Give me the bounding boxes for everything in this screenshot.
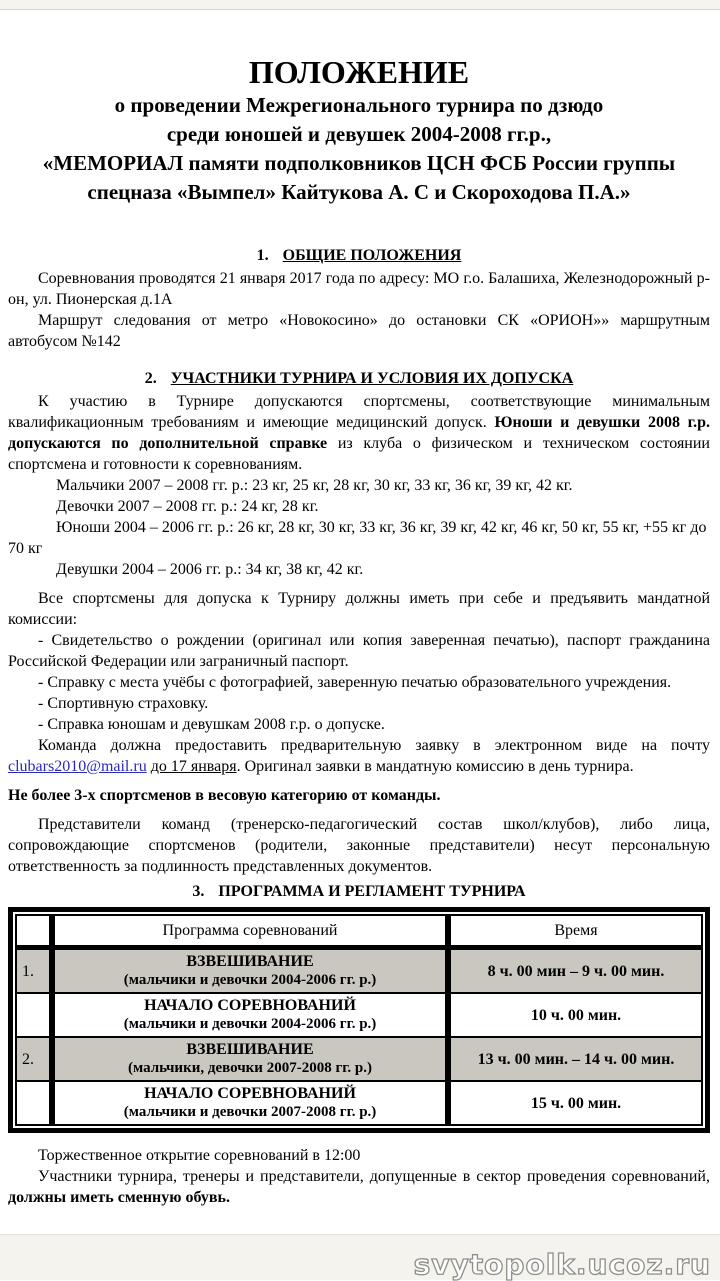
- section1-number: 1.: [256, 247, 269, 264]
- document-requirement-item: - Свидетельство о рождении (оригинал или копия заверенная печатью), паспорт гражданина Российской Федерации или заграничный паспорт.: [8, 632, 710, 670]
- row-number-cell: [16, 1081, 52, 1125]
- site-watermark: svytopolk.ucoz.ru: [413, 1248, 711, 1281]
- top-band: [0, 0, 720, 10]
- responsibility-paragraph: Представители команд (тренерско-педагогический состав школ/клубов), либо лица, сопровождающие спортсменов (родители, законные представители) несут персональную ответственность за подлинность представленных документов.: [8, 816, 710, 875]
- program-name: НАЧАЛО СОРЕВНОВАНИЙ: [144, 997, 356, 1014]
- header-cell-program: Программа соревнований: [52, 915, 448, 948]
- program-name: ВЗВЕШИВАНИЕ: [186, 953, 314, 970]
- time-cell: 13 ч. 00 мин. – 14 ч. 00 мин.: [448, 1037, 702, 1081]
- table-row: [16, 948, 702, 994]
- section3-number: 3.: [192, 883, 205, 900]
- document-requirement-item: - Спортивную страховку.: [38, 695, 209, 712]
- application-text-after: . Оригинал заявки в мандатную комиссию в день турнира.: [236, 758, 634, 775]
- intro-text-after: из клуба о физическом и техническом состоянии спортсмена и готовности к соревнованиям.: [8, 435, 710, 473]
- application-text: Команда должна предоставить предварительную заявку в электронном виде на почту: [38, 737, 710, 754]
- document-subtitle-line: спецназа «Вымпел» Кайтукова А. С и Скороходова П.А.»: [87, 180, 631, 204]
- athlete-limit-note: Не более 3-х спортсменов в весовую категорию от команды.: [8, 787, 441, 804]
- section2-title: УЧАСТНИКИ ТУРНИРА И УСЛОВИЯ ИХ ДОПУСКА: [170, 370, 574, 387]
- application-deadline: до 17 января: [150, 758, 237, 775]
- program-cell: [52, 1081, 448, 1125]
- documents-intro: Все спортсмены для допуска к Турниру должны иметь при себе и предъявить мандатной комиссии:: [8, 590, 710, 628]
- section1-paragraph-route: Маршрут следования от метро «Новокосино» до остановки СК «ОРИОН»» маршрутным автобусом №142: [8, 312, 710, 350]
- row-number-cell: 1.: [16, 948, 52, 994]
- application-paragraph: [8, 735, 710, 777]
- program-group: (мальчики, девочки 2007-2008 гг. р.): [128, 1060, 372, 1076]
- section3-title: ПРОГРАММА И РЕГЛАМЕНТ ТУРНИРА: [218, 883, 526, 900]
- section1-heading: [8, 245, 710, 266]
- weight-category-girls-2004-2006: Девушки 2004 – 2006 гг. р.: 34 кг, 38 кг, 42 кг.: [56, 561, 364, 578]
- section1-paragraph-address: Соревнования проводятся 21 января 2017 года по адресу: МО г.о. Балашиха, Железнодорожный р-он, ул. Пионерская д.1А: [8, 270, 710, 308]
- document-requirement-item: - Справку с места учёбы с фотографией, заверенную печатью образовательного учреждения.: [38, 674, 672, 691]
- schedule-table: [15, 914, 703, 1126]
- weight-category-girls-2007-2008: Девочки 2007 – 2008 гг. р.: 24 кг, 28 кг.: [56, 498, 319, 515]
- section2-intro-paragraph: [8, 391, 710, 475]
- schedule-table-frame: [8, 907, 710, 1133]
- section2-heading: [8, 368, 710, 389]
- document-title: ПОЛОЖЕНИЕ: [248, 54, 470, 90]
- time-cell: 10 ч. 00 мин.: [448, 993, 702, 1037]
- document-page: [0, 53, 720, 1208]
- header-cell-num: [16, 915, 52, 948]
- footwear-bold-text: должны иметь сменную обувь.: [8, 1189, 230, 1206]
- program-name: НАЧАЛО СОРЕВНОВАНИЙ: [144, 1085, 356, 1102]
- program-name: ВЗВЕШИВАНИЕ: [186, 1041, 314, 1058]
- footwear-paragraph: [8, 1166, 710, 1208]
- program-cell: [52, 948, 448, 994]
- program-group: (мальчики и девочки 2004-2006 гг. р.): [123, 1016, 377, 1032]
- header-cell-time: Время: [448, 915, 702, 948]
- program-cell: [52, 1037, 448, 1081]
- document-subtitle-line: «МЕМОРИАЛ памяти подполковников ЦСН ФСБ России группы: [42, 151, 676, 175]
- table-row: [16, 1037, 702, 1081]
- table-row: [16, 993, 702, 1037]
- time-cell: 8 ч. 00 мин – 9 ч. 00 мин.: [448, 948, 702, 994]
- intro-bold-text: Юноши и девушки 2008 г.р. допускаются по дополнительной справке: [8, 414, 710, 452]
- intro-text: К участию в Турнире допускаются спортсмены, соответствующие минимальным квалификационным требованиям и имеющие медицинский допуск.: [8, 393, 710, 431]
- section2-number: 2.: [144, 370, 157, 387]
- opening-ceremony-note: Торжественное открытие соревнований в 12:00: [38, 1147, 361, 1164]
- footwear-text: Участники турнира, тренеры и представители, допущенные в сектор проведения соревнований,: [38, 1168, 710, 1185]
- program-group: (мальчики и девочки 2004-2006 гг. р.): [123, 972, 377, 988]
- section3-heading: [8, 881, 710, 902]
- table-row: [16, 1081, 702, 1125]
- document-subtitle-line: о проведении Межрегионального турнира по дзюдо: [114, 93, 604, 117]
- document-requirement-item: - Справка юношам и девушкам 2008 г.р. о допуске.: [38, 716, 385, 733]
- program-cell: [52, 993, 448, 1037]
- weight-category-boys-2004-2006: Юноши 2004 – 2006 гг. р.: 26 кг, 28 кг, 30 кг, 33 кг, 36 кг, 39 кг, 42 кг, 46 кг, 50 кг, 55 кг, +55 кг до 70 кг: [8, 519, 707, 557]
- weight-category-boys-2007-2008: Мальчики 2007 – 2008 гг. р.: 23 кг, 25 кг, 28 кг, 30 кг, 33 кг, 36 кг, 39 кг, 42 кг.: [56, 477, 573, 494]
- document-subtitle-line: среди юношей и девушек 2004-2008 гг.р.,: [166, 122, 552, 146]
- section1-title: ОБЩИЕ ПОЛОЖЕНИЯ: [282, 247, 462, 264]
- time-cell: 15 ч. 00 мин.: [448, 1081, 702, 1125]
- table-header-row: [16, 915, 702, 948]
- program-group: (мальчики и девочки 2007-2008 гг. р.): [123, 1104, 377, 1120]
- email-link[interactable]: clubars2010@mail.ru: [8, 758, 147, 775]
- row-number-cell: [16, 993, 52, 1037]
- row-number-cell: 2.: [16, 1037, 52, 1081]
